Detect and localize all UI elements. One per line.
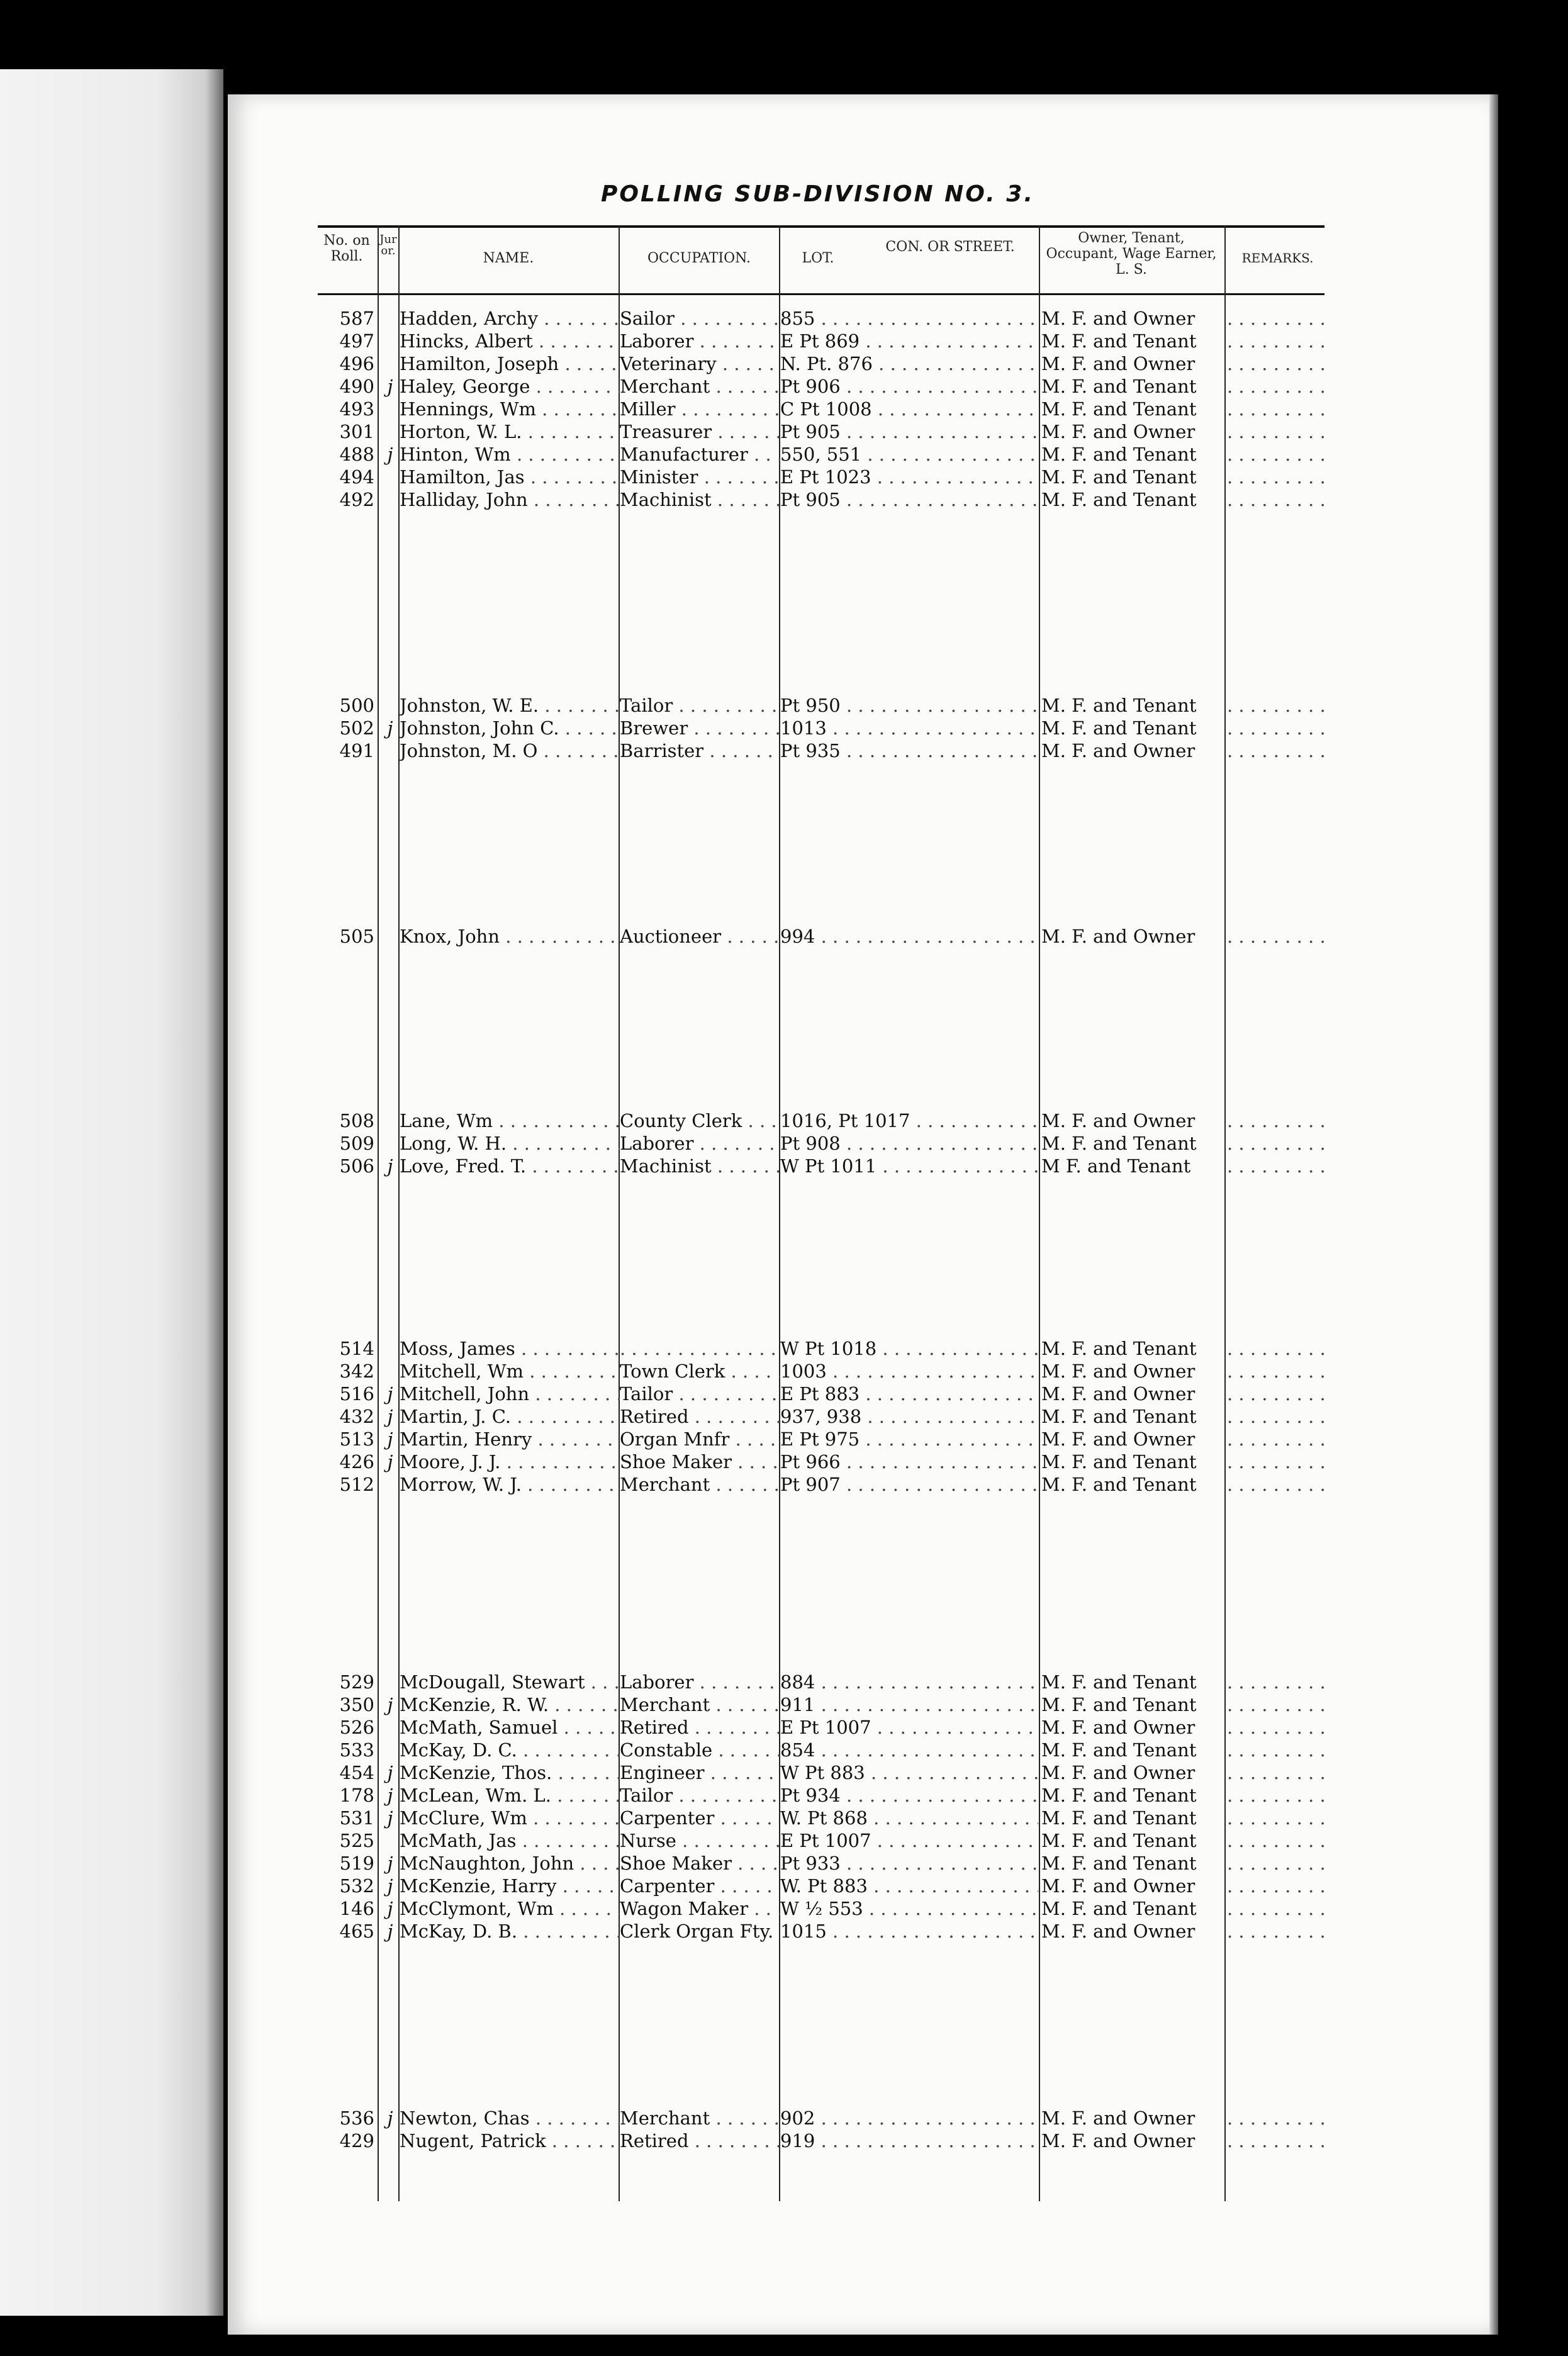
lot: W Pt 1011 . . . [780,1155,1038,1177]
lot: 1015 . . . [780,1920,1038,1943]
remarks-cell [1227,1693,1331,1716]
voter-name: Morrow, W. J. . . . [400,1473,620,1496]
voter-name: Hamilton, Joseph . . . [400,352,620,375]
remarks-cell [1227,375,1331,398]
remarks-cell [1227,1761,1331,1784]
page-title: POLLING SUB-DIVISION NO. 3. [601,181,1035,207]
voter-name: McLean, Wm. L. . . . [400,1784,620,1807]
voter-name: Newton, Chas . . . [400,2107,620,2129]
lot: Pt 906 . . . [780,375,1038,398]
occupation: Retired . . . [620,1405,780,1428]
voter-name: Johnston, John C. . . . [400,717,620,739]
lot: 937, 938 . . . [780,1405,1038,1428]
lot: 854 . . . [780,1739,1038,1761]
header-top-rule [318,225,1324,228]
occupation: Sailor . . . [620,307,780,330]
remarks-cell [1227,1671,1331,1693]
roll-number: 491 [339,740,374,761]
tenure-status: M. F. and Tenant [1041,1694,1197,1715]
juror-mark: j [387,444,393,465]
occupation: Carpenter . . . [620,1875,780,1897]
voter-name: McMath, Samuel . . . [400,1716,620,1739]
lot: E Pt 1023 . . . [780,466,1038,488]
voter-name: Nugent, Patrick . . . [400,2129,620,2152]
remarks-cell [1227,1875,1331,1897]
voter-name: Johnston, M. O . . . [400,739,620,762]
roll-number: 494 [339,466,374,488]
page-edge [1489,94,1498,2335]
tenure-status: M. F. and Tenant [1041,376,1197,397]
remarks-cell [1227,1360,1331,1383]
header-roll: No. on Roll. [323,233,370,264]
remarks-cell [1227,1716,1331,1739]
header-bottom-rule [318,293,1324,295]
lot: W. Pt 883 . . . [780,1875,1038,1897]
voter-name: Hincks, Albert . . . [400,330,620,352]
lot: 919 . . . [780,2129,1038,2152]
occupation: Engineer . . . [620,1761,780,1784]
header-remarks: REMARKS. [1241,250,1314,266]
juror-mark: j [387,376,393,397]
tenure-status: M. F. and Tenant [1041,1785,1197,1806]
occupation: Merchant . . . [620,2107,780,2129]
lot: Pt 935 . . . [780,739,1038,762]
tenure-status: M. F. and Owner [1041,1762,1196,1783]
voter-name: Mitchell, John . . . [400,1383,620,1405]
remarks-cell [1227,1450,1331,1473]
tenure-status: M. F. and Tenant [1041,1898,1197,1919]
roll-number: 587 [339,308,374,329]
juror-mark: j [387,1785,393,1806]
remarks-cell [1227,1829,1331,1852]
voter-name: Moss, James . . . [400,1337,620,1360]
roll-number: 502 [339,717,374,739]
occupation: Manufacturer . . . [620,443,780,466]
tenure-status: M. F. and Owner [1041,2130,1196,2151]
lot: E Pt 975 . . . [780,1428,1038,1450]
tenure-status: M. F. and Owner [1041,1110,1196,1131]
tenure-status: M. F. and Tenant [1041,1338,1197,1359]
occupation: Retired . . . [620,2129,780,2152]
remarks-cell [1227,330,1331,352]
occupation: Retired . . . [620,1716,780,1739]
roll-number: 509 [339,1133,374,1154]
tenure-status: M. F. and Tenant [1041,1739,1197,1761]
lot: W. Pt 868 . . . [780,1807,1038,1829]
roll-number: 488 [339,444,374,465]
voter-name: McClure, Wm . . . [400,1807,620,1829]
lot: W Pt 1018 . . . [780,1337,1038,1360]
juror-mark: j [387,1898,393,1919]
lot: Pt 905 . . . [780,488,1038,511]
roll-number: 506 [339,1155,374,1177]
tenure-status: M. F. and Tenant [1041,1807,1197,1829]
lot: N. Pt. 876 . . . [780,352,1038,375]
tenure-status: M. F. and Owner [1041,2107,1196,2129]
occupation: Veterinary . . . [620,352,780,375]
voter-name: Hadden, Archy . . . [400,307,620,330]
voter-name: Haley, George . . . [400,375,620,398]
tenure-status: M. F. and Owner [1041,1921,1196,1942]
voter-name: McKenzie, R. W. . . . [400,1693,620,1716]
remarks-cell [1227,420,1331,443]
remarks-cell [1227,1337,1331,1360]
juror-mark: j [387,1451,393,1472]
remarks-cell [1227,1155,1331,1177]
tenure-status: M. F. and Owner [1041,926,1196,947]
tenure-status: M. F. and Owner [1041,1428,1196,1450]
tenure-status: M. F. and Tenant [1041,398,1197,420]
lot: Pt 908 . . . [780,1132,1038,1155]
remarks-cell [1227,1405,1331,1428]
tenure-status: M. F. and Tenant [1041,1830,1197,1851]
tenure-status: M. F. and Tenant [1041,444,1197,465]
voter-name: Knox, John . . . [400,925,620,948]
remarks-cell [1227,488,1331,511]
occupation: Shoe Maker . . . [620,1852,780,1875]
voter-name: McKay, D. B. . . . [400,1920,620,1943]
remarks-cell [1227,1473,1331,1496]
roll-number: 454 [339,1762,374,1783]
tenure-status: M. F. and Tenant [1041,1671,1197,1693]
lot: Pt 950 . . . [780,694,1038,717]
header-owner-tenant: Owner, Tenant, Occupant, Wage Earner, L. S. [1046,230,1217,278]
header-occupation: OCCUPATION. [647,250,751,266]
tenure-status: M. F. and Owner [1041,1875,1196,1897]
tenure-status: M. F. and Tenant [1041,695,1197,716]
juror-mark: j [387,717,393,739]
roll-number: 533 [339,1739,374,1761]
roll-number: 178 [339,1785,374,1806]
occupation: Laborer . . . [620,1671,780,1693]
lot: 884 . . . [780,1671,1038,1693]
voter-name: Martin, J. C. . . . [400,1405,620,1428]
remarks-cell [1227,352,1331,375]
lot: Pt 966 . . . [780,1450,1038,1473]
occupation: Town Clerk . . . [620,1360,780,1383]
roll-number: 432 [339,1406,374,1427]
roll-number: 350 [339,1694,374,1715]
juror-mark: j [387,1762,393,1783]
occupation: Clerk Organ Fty. . . . [620,1920,780,1943]
remarks-cell [1227,1784,1331,1807]
lot: Pt 907 . . . [780,1473,1038,1496]
header-con-street: CON. OR STREET. [885,239,1015,255]
remarks-cell [1227,694,1331,717]
juror-mark: j [387,1155,393,1177]
occupation: Tailor . . . [620,1383,780,1405]
tenure-status: M. F. and Owner [1041,1383,1196,1405]
occupation: Wagon Maker . . . [620,1897,780,1920]
remarks-cell [1227,398,1331,420]
occupation: Merchant . . . [620,1473,780,1496]
remarks-cell [1227,443,1331,466]
tenure-status: M. F. and Tenant [1041,717,1197,739]
occupation: Barrister . . . [620,739,780,762]
roll-number: 516 [339,1383,374,1405]
roll-number: 513 [339,1428,374,1450]
tenure-status: M. F. and Owner [1041,740,1196,761]
remarks-cell [1227,1807,1331,1829]
remarks-cell [1227,466,1331,488]
tenure-status: M. F. and Tenant [1041,1474,1197,1495]
roll-number: 505 [339,926,374,947]
roll-number: 531 [339,1807,374,1829]
roll-number: 500 [339,695,374,716]
remarks-cell [1227,1920,1331,1943]
juror-mark: j [387,1428,393,1450]
lot: 1013 . . . [780,717,1038,739]
occupation: Shoe Maker . . . [620,1450,780,1473]
roll-number: 526 [339,1717,374,1738]
voter-name: McKenzie, Thos. . . . [400,1761,620,1784]
column-divider [378,225,379,2201]
lot: E Pt 1007 . . . [780,1829,1038,1852]
juror-mark: j [387,1807,393,1829]
occupation: Merchant . . . [620,375,780,398]
roll-number: 508 [339,1110,374,1131]
facing-page [0,69,223,2316]
lot: E Pt 1007 . . . [780,1716,1038,1739]
remarks-cell [1227,1852,1331,1875]
tenure-status: M F. and Tenant [1041,1155,1191,1177]
occupation: County Clerk . . . [620,1109,780,1132]
tenure-status: M. F. and Owner [1041,353,1196,374]
tenure-status: M. F. and Tenant [1041,1406,1197,1427]
lot: E Pt 869 . . . [780,330,1038,352]
tenure-status: M. F. and Tenant [1041,1133,1197,1154]
voter-name: Moore, J. J. . . . [400,1450,620,1473]
roll-number: 512 [339,1474,374,1495]
occupation: Constable . . . [620,1739,780,1761]
voter-name: Martin, Henry . . . [400,1428,620,1450]
remarks-cell [1227,307,1331,330]
remarks-cell [1227,739,1331,762]
tenure-status: M. F. and Tenant [1041,466,1197,488]
occupation: Minister . . . [620,466,780,488]
voter-name: McDougall, Stewart . . . [400,1671,620,1693]
lot: 855 . . . [780,307,1038,330]
lot: E Pt 883 . . . [780,1383,1038,1405]
tenure-status: M. F. and Owner [1041,421,1196,442]
remarks-cell [1227,1109,1331,1132]
occupation: Organ Mnfr . . . [620,1428,780,1450]
occupation: Laborer . . . [620,1132,780,1155]
voter-name: Mitchell, Wm . . . [400,1360,620,1383]
remarks-cell [1227,2129,1331,2152]
roll-number: 525 [339,1830,374,1851]
roll-number: 497 [339,330,374,352]
column-divider [1039,225,1040,2201]
occupation [620,1337,780,1360]
tenure-status: M. F. and Owner [1041,308,1196,329]
remarks-cell [1227,1428,1331,1450]
occupation: Machinist . . . [620,1155,780,1177]
roll-number: 519 [339,1853,374,1874]
lot: Pt 934 . . . [780,1784,1038,1807]
voter-name: McKay, D. C. . . . [400,1739,620,1761]
lot: 911 . . . [780,1693,1038,1716]
occupation: Miller . . . [620,398,780,420]
juror-mark: j [387,2107,393,2129]
lot: Pt 905 . . . [780,420,1038,443]
juror-mark: j [387,1406,393,1427]
roll-number: 342 [339,1360,374,1382]
voter-name: Hamilton, Jas . . . [400,466,620,488]
tenure-status: M. F. and Owner [1041,1360,1196,1382]
voter-name: Lane, Wm . . . [400,1109,620,1132]
header-lot: LOT. [802,250,834,266]
juror-mark: j [387,1694,393,1715]
voter-name: McNaughton, John . . . [400,1852,620,1875]
roll-number: 492 [339,489,374,510]
roll-number: 429 [339,2130,374,2151]
voter-name: Johnston, W. E. . . . [400,694,620,717]
tenure-status: M. F. and Tenant [1041,489,1197,510]
voter-name: Long, W. H. . . . [400,1132,620,1155]
voter-name: Love, Fred. T. . . . [400,1155,620,1177]
remarks-cell [1227,1897,1331,1920]
lot: Pt 933 . . . [780,1852,1038,1875]
occupation: Treasurer . . . [620,420,780,443]
lot: 994 . . . [780,925,1038,948]
occupation: Tailor . . . [620,694,780,717]
voter-name: McKenzie, Harry . . . [400,1875,620,1897]
roll-number: 490 [339,376,374,397]
roll-number: 465 [339,1921,374,1942]
juror-mark: j [387,1875,393,1897]
tenure-status: M. F. and Tenant [1041,330,1197,352]
roll-number: 496 [339,353,374,374]
lot: 902 . . . [780,2107,1038,2129]
lot: 1016, Pt 1017 . . . [780,1109,1038,1132]
remarks-cell [1227,925,1331,948]
tenure-status: M. F. and Owner [1041,1717,1196,1738]
remarks-cell [1227,2107,1331,2129]
lot: C Pt 1008 . . . [780,398,1038,420]
occupation: Merchant . . . [620,1693,780,1716]
occupation: Machinist . . . [620,488,780,511]
tenure-status: M. F. and Tenant [1041,1853,1197,1874]
roll-number: 532 [339,1875,374,1897]
voter-name: McClymont, Wm . . . [400,1897,620,1920]
roll-number: 146 [339,1898,374,1919]
column-divider [1224,225,1226,2201]
juror-mark: j [387,1921,393,1942]
remarks-cell [1227,1739,1331,1761]
remarks-cell [1227,717,1331,739]
occupation: Carpenter . . . [620,1807,780,1829]
occupation: Auctioneer . . . [620,925,780,948]
occupation: Brewer . . . [620,717,780,739]
juror-mark: j [387,1853,393,1874]
voter-name: Hennings, Wm . . . [400,398,620,420]
roll-number: 529 [339,1671,374,1693]
roll-number: 301 [339,421,374,442]
voter-name: Horton, W. L. . . . [400,420,620,443]
lot: 550, 551 . . . [780,443,1038,466]
roll-number: 536 [339,2107,374,2129]
header-name: NAME. [483,250,534,266]
lot: W Pt 883 . . . [780,1761,1038,1784]
voters-list-table [318,225,1331,2201]
voter-name: Hinton, Wm . . . [400,443,620,466]
tenure-status: M. F. and Tenant [1041,1451,1197,1472]
voter-name: McMath, Jas . . . [400,1829,620,1852]
occupation: Laborer . . . [620,330,780,352]
roll-number: 493 [339,398,374,420]
occupation: Tailor . . . [620,1784,780,1807]
header-juror: Juror. [379,233,397,257]
voter-name: Halliday, John . . . [400,488,620,511]
roll-number: 426 [339,1451,374,1472]
remarks-cell [1227,1132,1331,1155]
lot: 1003 . . . [780,1360,1038,1383]
roll-number: 514 [339,1338,374,1359]
occupation: Nurse . . . [620,1829,780,1852]
juror-mark: j [387,1383,393,1405]
remarks-cell [1227,1383,1331,1405]
lot: W ½ 553 . . . [780,1897,1038,1920]
